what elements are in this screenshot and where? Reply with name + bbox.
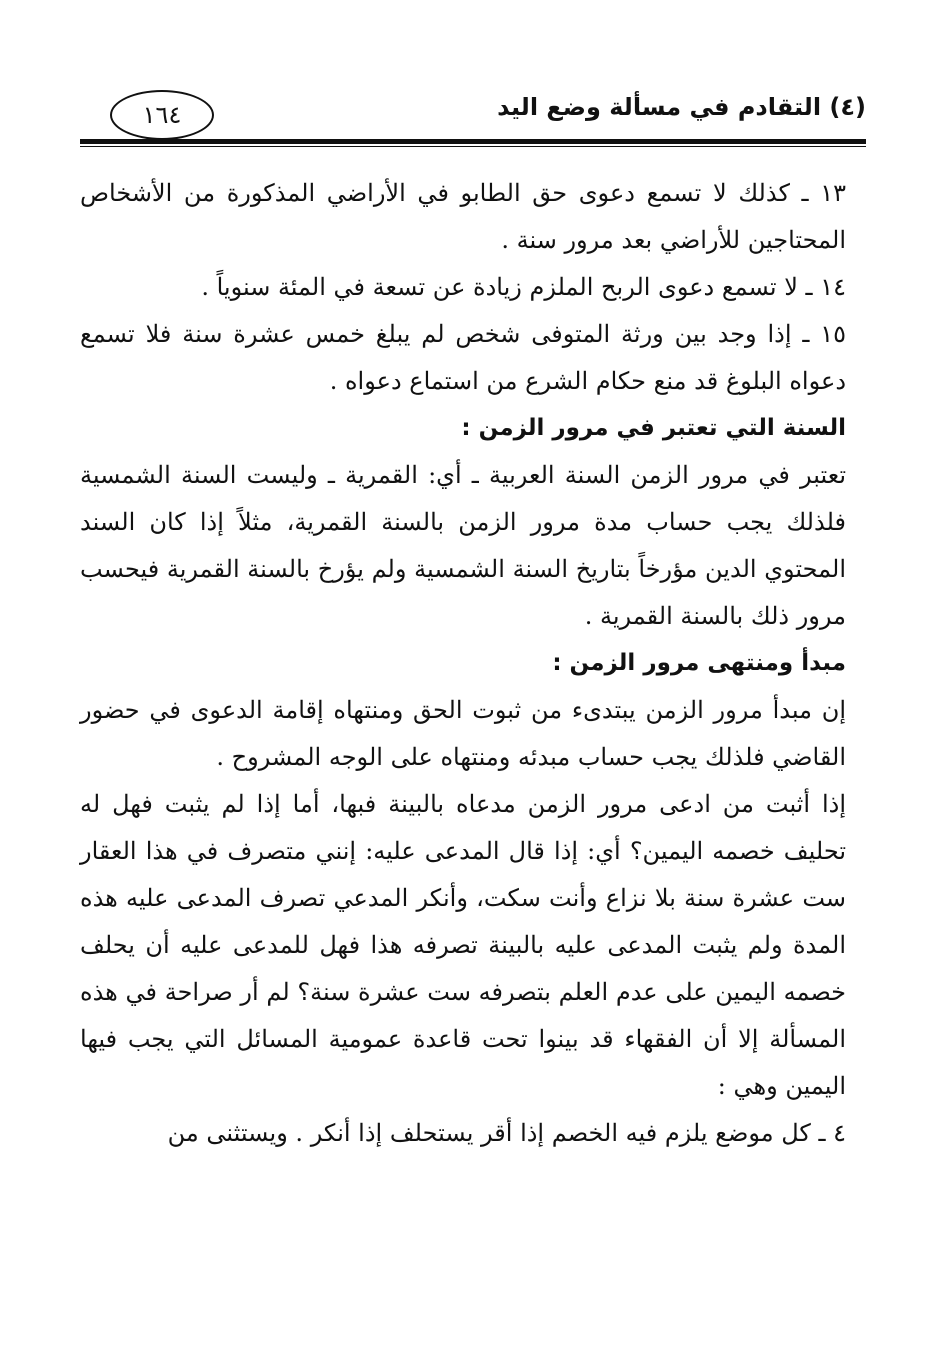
paragraph-start-end: إن مبدأ مرور الزمن يبتدىء من ثبوت الحق ومنتهاه إقامة الدعوى في حضور القاضي فلذلك يجب حساب مبدئه ومنتهاه على الوجه المشروح . bbox=[80, 696, 846, 771]
section-heading-lunar-year: السنة التي تعتبر في مرور الزمن : bbox=[461, 415, 846, 441]
item-13: ١٣ ـ كذلك لا تسمع دعوى حق الطابو في الأراضي المذكورة من الأشخاص المحتاجين للأراضي بعد مرور سنة . bbox=[80, 179, 846, 254]
section-heading-start-end: مبدأ ومنتهى مرور الزمن : bbox=[552, 650, 846, 676]
paragraph-lunar-year: تعتبر في مرور الزمن السنة العربية ـ أي: القمرية ـ وليست السنة الشمسية فلذلك يجب حساب مدة مرور الزمن بالسنة القمرية، مثلاً إذا كان السند المحتوي الدين مؤرخاً بتاريخ السنة الشمسية ولم يؤرخ بالسنة القمرية فيحسب مرور ذلك بالسنة القمرية . bbox=[80, 461, 847, 630]
item-15: ١٥ ـ إذا وجد بين ورثة المتوفى شخص لم يبلغ خمس عشرة سنة فلا تسمع دعواه البلوغ قد منع حكام الشرع من استماع دعواه . bbox=[80, 320, 846, 395]
page-number bbox=[110, 90, 214, 140]
item-14: ١٤ ـ لا تسمع دعوى الربح الملزم زيادة عن تسعة في المئة سنوياً . bbox=[201, 273, 846, 301]
header-rule-thick bbox=[80, 139, 866, 144]
page-number-text: ١٦٤ bbox=[142, 101, 182, 129]
paragraph-oath: إذا أثبت من ادعى مرور الزمن مدعاه بالبينة فبها، أما إذا لم يثبت فهل له تحليف خصمه اليمين؟ أي: إذا قال المدعى عليه: إنني متصرف في هذا العقار ست عشرة سنة بلا نزاع وأنت سكت، وأنكر المدعي تصرف المدعى عليه هذه المدة ولم يثبت المدعى عليه بالبينة تصرفه هذا فهل للمدعى عليه أن يحلف خصمه اليمين على عدم العلم بتصرفه ست عشرة سنة؟ لم أر صراحة في هذه المسألة إلا أن الفقهاء قد بينوا تحت قاعدة عمومية المسائل التي يجب فيها اليمين وهي : bbox=[80, 790, 846, 1100]
item-4: ٤ ـ كل موضع يلزم فيه الخصم إذا أقر يستحلف إذا أنكر . ويستثنى من bbox=[167, 1119, 846, 1147]
running-title: (٤) التقادم في مسألة وضع اليد bbox=[497, 93, 866, 121]
page-body bbox=[80, 170, 846, 1157]
header-rule-thin bbox=[80, 146, 866, 147]
page-header bbox=[80, 85, 866, 147]
